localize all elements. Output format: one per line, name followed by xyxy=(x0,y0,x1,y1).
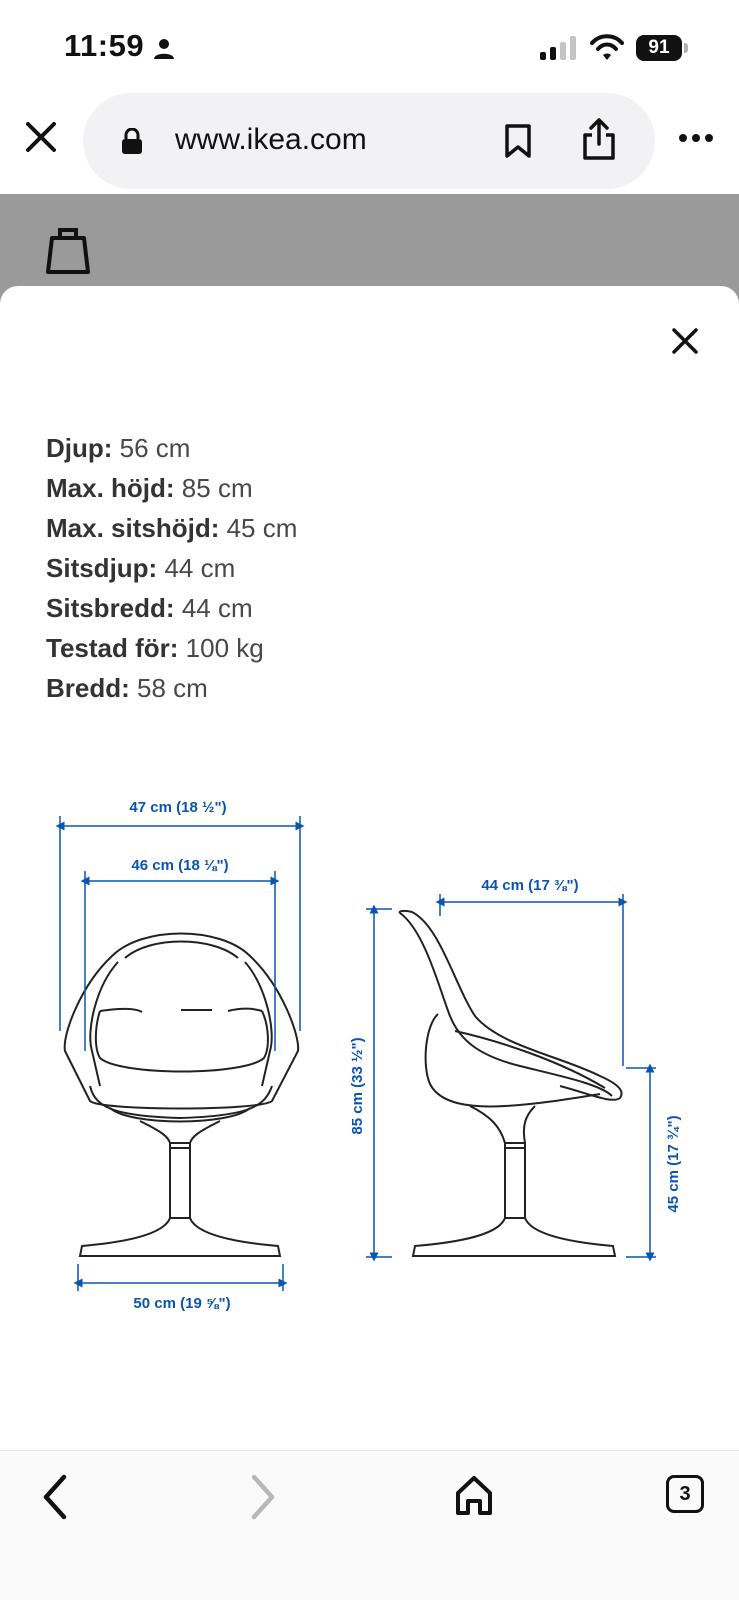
spec-row xyxy=(46,508,297,548)
browser-address-bar xyxy=(0,90,739,194)
spec-label: Testad för: xyxy=(46,633,179,663)
front-inner-width-label: 46 cm (18 ⅛") xyxy=(131,857,229,874)
spec-label: Sitsdjup: xyxy=(46,553,158,583)
dimensions-sheet xyxy=(0,286,739,1450)
spec-label: Djup: xyxy=(46,433,113,463)
spec-row xyxy=(46,668,297,708)
share-icon[interactable] xyxy=(581,117,617,161)
close-icon[interactable] xyxy=(670,326,700,356)
front-view-chair xyxy=(65,934,298,1257)
spec-row xyxy=(46,628,297,668)
spec-label: Bredd: xyxy=(46,673,130,703)
status-bar xyxy=(0,0,739,96)
focus-person-icon xyxy=(153,38,175,60)
side-seat-height-label: 45 cm (17 ¾") xyxy=(665,1115,682,1213)
spec-value: 56 cm xyxy=(119,433,191,463)
spec-label: Max. höjd: xyxy=(46,473,175,503)
bookmark-icon[interactable] xyxy=(503,123,533,159)
wifi-icon xyxy=(590,33,624,61)
spec-row xyxy=(46,428,297,468)
spec-value: 45 cm xyxy=(226,513,298,543)
battery-indicator xyxy=(636,35,688,61)
front-outer-width-label: 47 cm (18 ½") xyxy=(129,799,227,816)
front-base-width-label: 50 cm (19 ⅝") xyxy=(133,1295,231,1312)
spec-row xyxy=(46,548,297,588)
more-options-icon[interactable] xyxy=(678,132,714,144)
status-time: 11:59 xyxy=(64,28,145,63)
back-icon[interactable] xyxy=(38,1473,72,1521)
side-total-height-label: 85 cm (33 ½") xyxy=(349,1037,366,1135)
close-icon[interactable] xyxy=(24,120,58,154)
side-seat-depth-label: 44 cm (17 ⅜") xyxy=(481,877,579,894)
spec-row xyxy=(46,588,297,628)
shopping-bag-icon[interactable] xyxy=(44,224,92,276)
lock-icon xyxy=(121,128,143,154)
spec-value: 58 cm xyxy=(137,673,208,703)
side-view-chair xyxy=(400,911,622,1256)
tabs-button[interactable]: 3 xyxy=(666,1475,704,1513)
url-field[interactable] xyxy=(83,93,655,189)
spec-label: Sitsbredd: xyxy=(46,593,175,623)
battery-tip xyxy=(684,43,688,53)
url-text[interactable]: www.ikea.com xyxy=(175,123,367,156)
forward-icon[interactable] xyxy=(246,1473,280,1521)
spec-value: 100 kg xyxy=(185,633,264,663)
spec-label: Max. sitshöjd: xyxy=(46,513,220,543)
cellular-signal-icon xyxy=(540,36,576,60)
spec-value: 44 cm xyxy=(164,553,236,583)
battery-level: 91 xyxy=(636,35,682,61)
home-icon[interactable] xyxy=(454,1473,494,1517)
spec-value: 44 cm xyxy=(181,593,253,623)
spec-value: 85 cm xyxy=(181,473,253,503)
browser-toolbar xyxy=(0,1450,739,1600)
spec-list xyxy=(46,428,297,708)
dimension-diagram xyxy=(0,786,739,1346)
spec-row xyxy=(46,468,297,508)
